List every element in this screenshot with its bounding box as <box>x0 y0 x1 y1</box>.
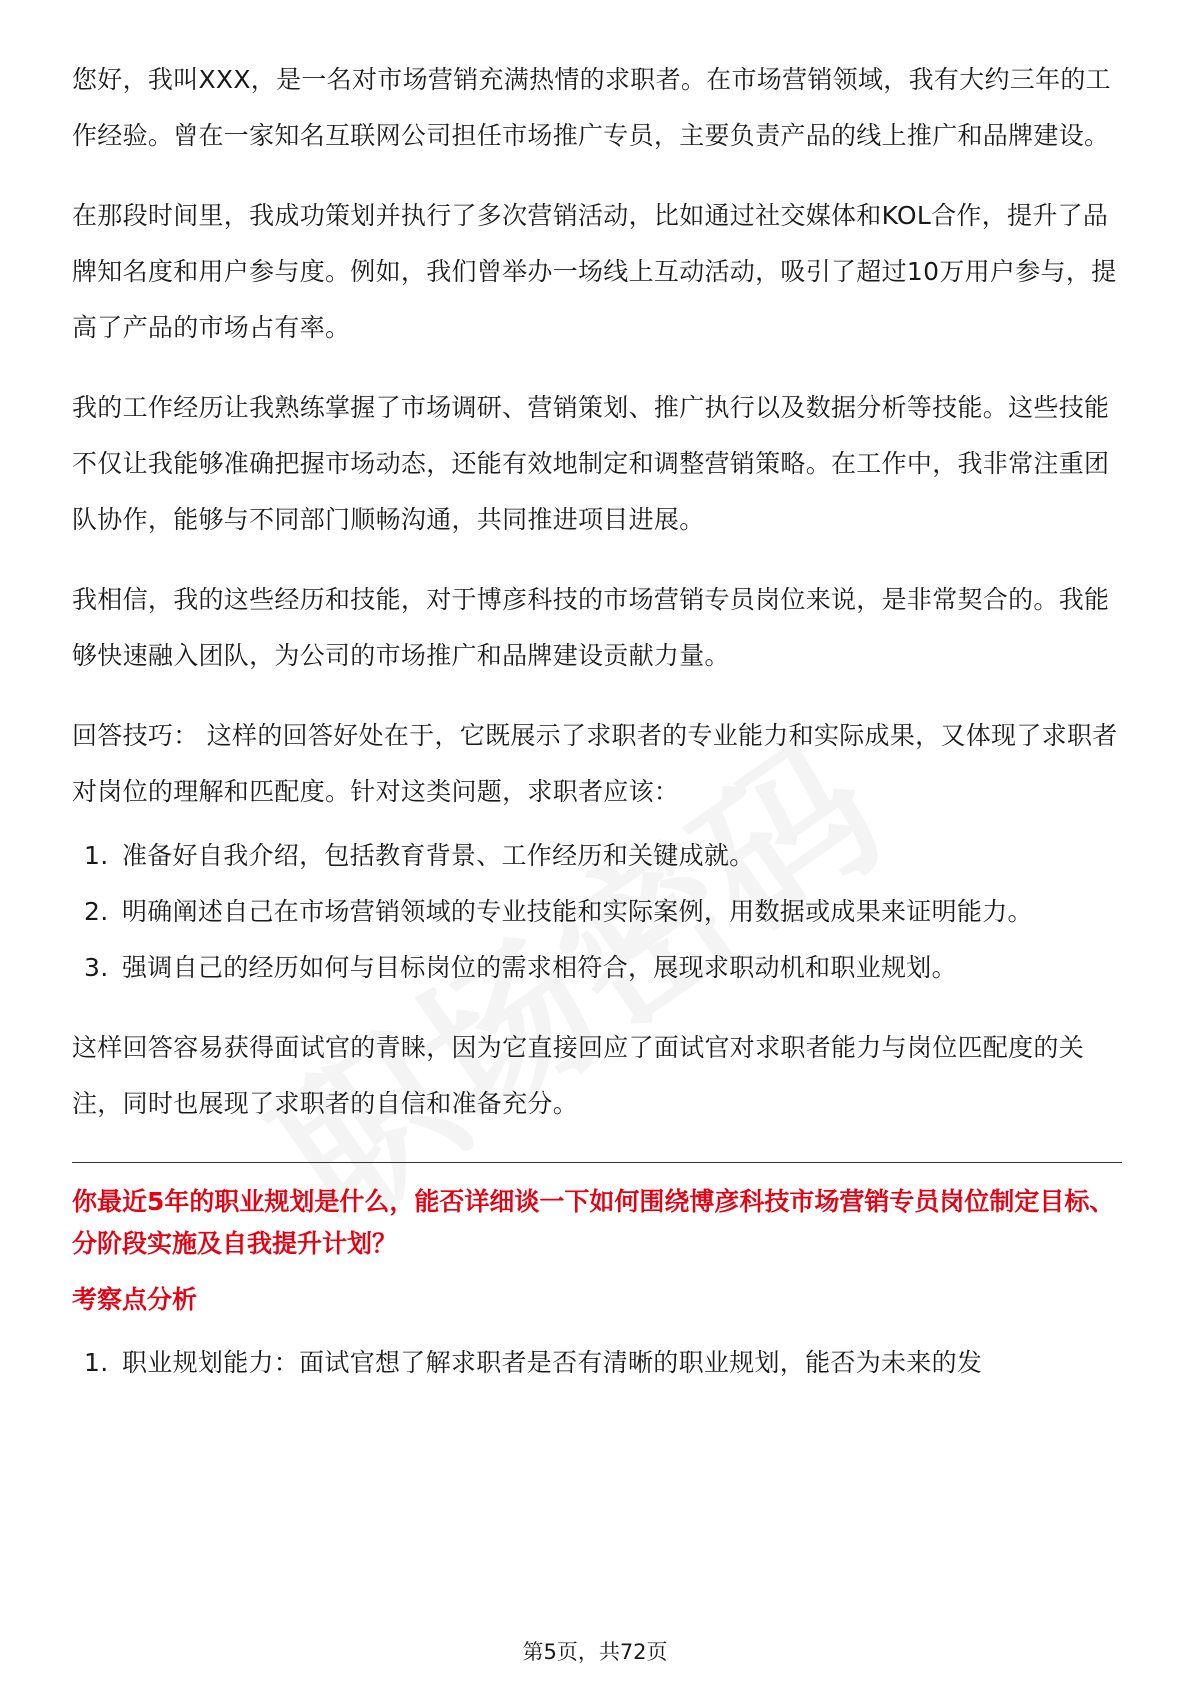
question-heading: 你最近5年的职业规划是什么，能否详细谈一下如何围绕博彦科技市场营销专员岗位制定目标、分阶段实施及自我提升计划？ <box>72 1187 1115 1258</box>
document-body <box>72 52 1122 1415</box>
list-item: 3. 强调自己的经历如何与目标岗位的需求相符合，展现求职动机和职业规划。 <box>84 953 957 982</box>
list-item: 1. 职业规划能力：面试官想了解求职者是否有清晰的职业规划，能否为未来的发 <box>84 1348 983 1377</box>
paragraph-fit: 我相信，我的这些经历和技能，对于博彦科技的市场营销专员岗位来说，是非常契合的。我能够快速融入团队，为公司的市场推广和品牌建设贡献力量。 <box>72 585 1110 670</box>
paragraph-tips-intro: 回答技巧： 这样的回答好处在于，它既展示了求职者的专业能力和实际成果，又体现了求职者对岗位的理解和匹配度。针对这类问题，求职者应该： <box>72 721 1118 806</box>
tips-list <box>72 828 1122 996</box>
list-item: 1. 准备好自我介绍，包括教育背景、工作经历和关键成就。 <box>84 841 755 870</box>
paragraph-skills: 我的工作经历让我熟练掌握了市场调研、营销策划、推广执行以及数据分析等技能。这些技能不仅让我能够准确把握市场动态，还能有效地制定和调整营销策略。在工作中，我非常注重团队协作，能够与不同部门顺畅沟通，共同推进项目进展。 <box>72 393 1110 534</box>
page-footer: 第5页，共72页 <box>522 1640 668 1664</box>
paragraph-experience: 在那段时间里，我成功策划并执行了多次营销活动，比如通过社交媒体和KOL合作，提升了品牌知名度和用户参与度。例如，我们曾举办一场线上互动活动，吸引了超过10万用户参与，提高了产品的市场占有率。 <box>72 201 1117 342</box>
analysis-heading: 考察点分析 <box>72 1285 198 1314</box>
analysis-list <box>72 1335 1122 1391</box>
paragraph-intro: 您好，我叫XXX，是一名对市场营销充满热情的求职者。在市场营销领域，我有大约三年的工作经验。曾在一家知名互联网公司担任市场推广专员，主要负责产品的线上推广和品牌建设。 <box>72 65 1111 150</box>
section-divider <box>72 1162 1122 1163</box>
list-item: 2. 明确阐述自己在市场营销领域的专业技能和实际案例，用数据或成果来证明能力。 <box>84 897 1033 926</box>
paragraph-closing: 这样回答容易获得面试官的青睐，因为它直接回应了面试官对求职者能力与岗位匹配度的关注，同时也展现了求职者的自信和准备充分。 <box>72 1033 1085 1118</box>
